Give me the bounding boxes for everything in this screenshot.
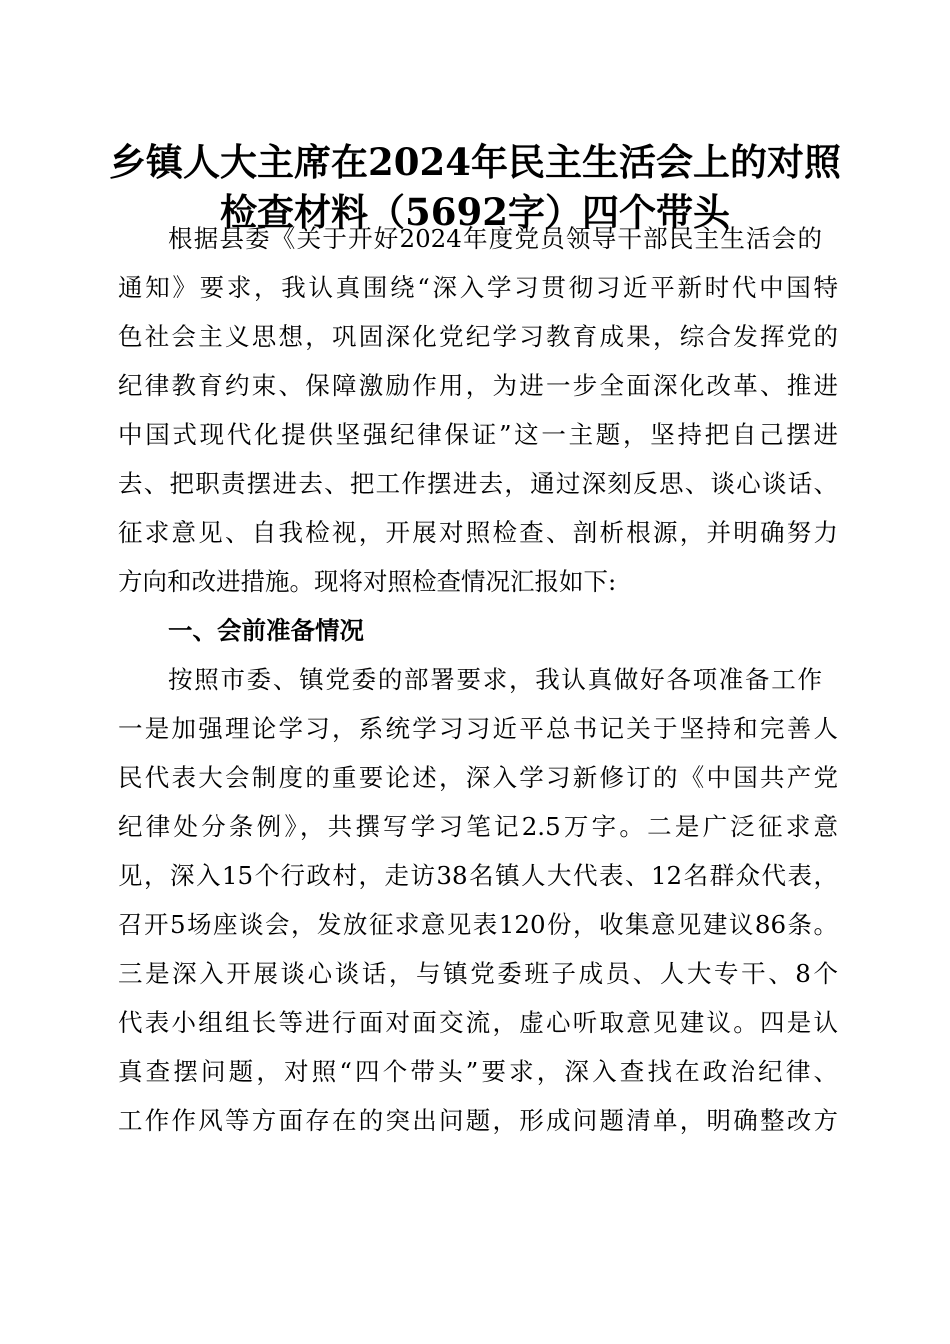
intro-paragraph-line: 方向和改进措施。现将对照检查情况汇报如下: xyxy=(118,567,617,596)
section-1-paragraph-line: 一是加强理论学习，系统学习习近平总书记关于坚持和完善人 xyxy=(118,714,838,743)
section-1-paragraph-line: 民代表大会制度的重要论述，深入学习新修订的《中国共产党 xyxy=(118,763,838,792)
intro-paragraph-line: 色社会主义思想，巩固深化党纪学习教育成果，综合发挥党的 xyxy=(118,322,838,351)
section-1-paragraph-line: 纪律处分条例》，共撰写学习笔记2.5万字。二是广泛征求意 xyxy=(118,812,838,841)
section-1-paragraph-line: 按照市委、镇党委的部署要求，我认真做好各项准备工作 xyxy=(168,665,822,694)
section-1-paragraph-line: 工作作风等方面存在的突出问题，形成问题清单，明确整改方 xyxy=(118,1106,838,1135)
intro-paragraph-line: 通知》要求，我认真围绕“深入学习贯彻习近平新时代中国特 xyxy=(118,273,838,302)
intro-paragraph-line: 征求意见、自我检视，开展对照检查、剖析根源，并明确努力 xyxy=(118,518,838,547)
section-1-paragraph-line: 见，深入15个行政村，走访38名镇人大代表、12名群众代表， xyxy=(118,861,838,890)
section-1-heading: 一、会前准备情况 xyxy=(168,616,364,645)
document-title-line-1: 乡镇人大主席在2024年民主生活会上的对照 xyxy=(109,140,841,184)
section-1-paragraph-line: 三是深入开展谈心谈话，与镇党委班子成员、人大专干、8个 xyxy=(118,959,838,988)
intro-paragraph-line: 纪律教育约束、保障激励作用，为进一步全面深化改革、推进 xyxy=(118,371,838,400)
section-1-paragraph-line: 代表小组组长等进行面对面交流，虚心听取意见建议。四是认 xyxy=(118,1008,838,1037)
intro-paragraph-line: 中国式现代化提供坚强纪律保证”这一主题，坚持把自己摆进 xyxy=(118,420,838,449)
document-title-line-2: 检查材料（5692字）四个带头 xyxy=(220,190,730,234)
intro-paragraph-line: 根据县委《关于开好2024年度党员领导干部民主生活会的 xyxy=(168,224,822,253)
section-1-paragraph-line: 真查摆问题，对照“四个带头”要求，深入查找在政治纪律、 xyxy=(118,1057,838,1086)
intro-paragraph-line: 去、把职责摆进去、把工作摆进去，通过深刻反思、谈心谈话、 xyxy=(118,469,838,498)
section-1-paragraph-line: 召开5场座谈会，发放征求意见表120份，收集意见建议86条。 xyxy=(118,910,838,939)
